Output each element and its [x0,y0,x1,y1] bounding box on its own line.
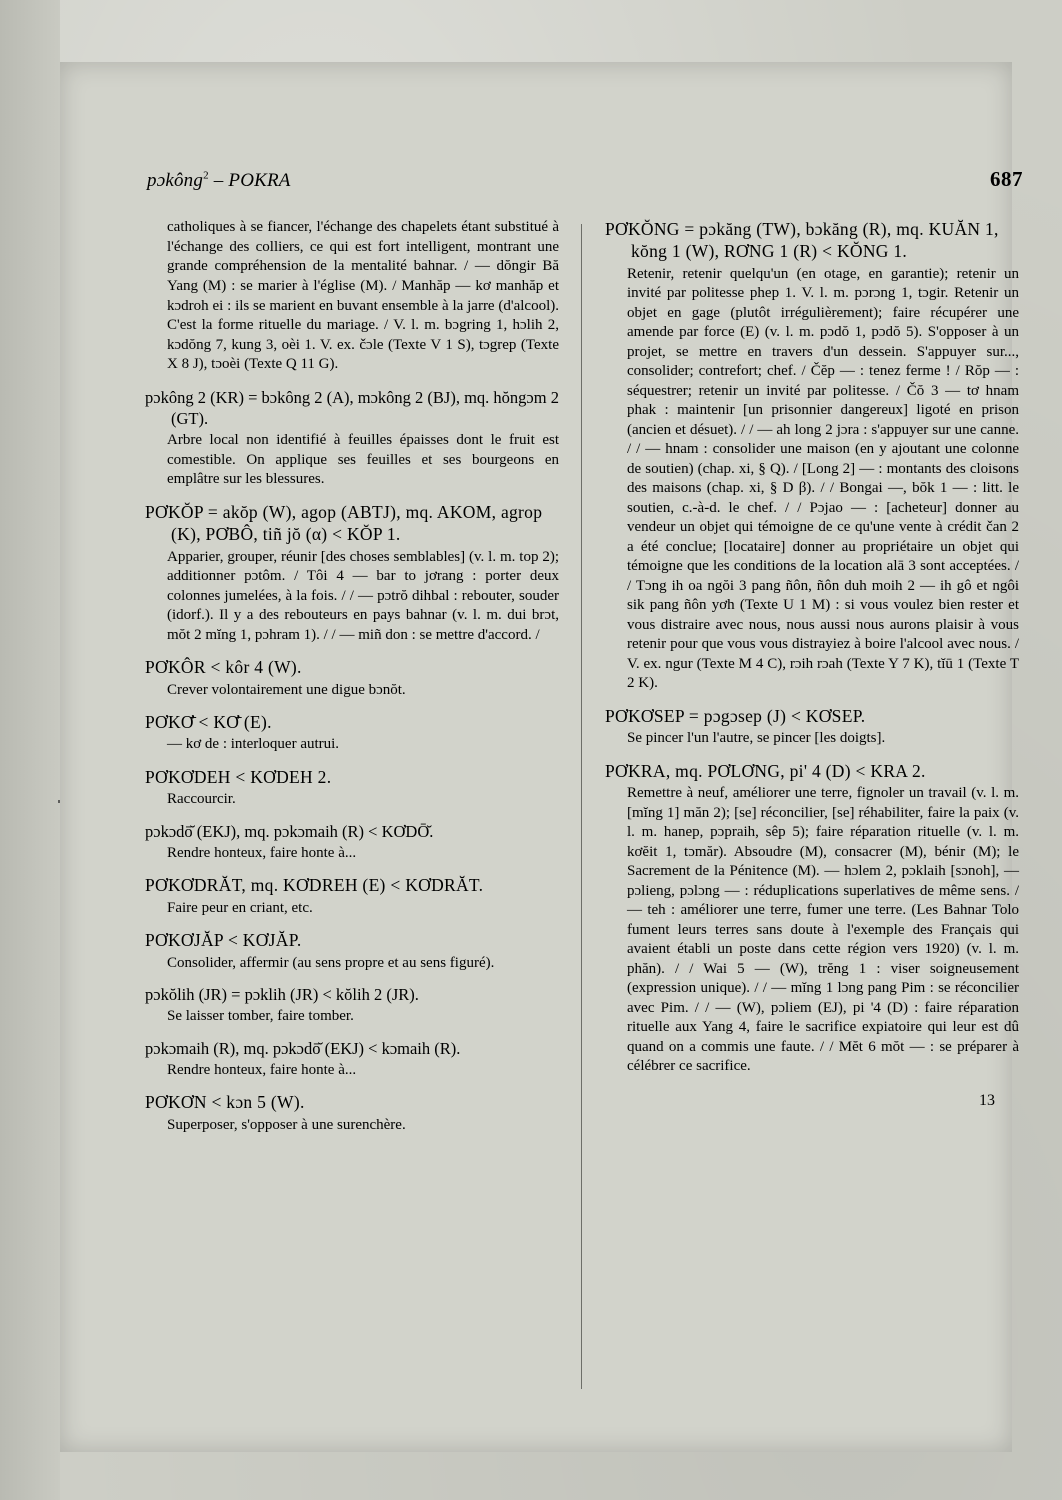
entry-headword: pɔkông 2 (KR) = bɔkông 2 (A), mɔkông 2 (BJ), mq. hŏngɔm 2 (GT). [145,388,559,429]
entry-body: Se laisser tomber, faire tomber. [167,1008,354,1025]
dictionary-entry [145,929,559,973]
running-head-superscript: 2 [203,169,209,182]
entry-body: Se pincer l'un l'autre, se pincer [les doigts]. [627,730,886,747]
entry-headword: PƠKƠJĂP < KƠJĂP. [145,930,302,951]
dictionary-entry [145,501,559,645]
running-head [145,167,1025,196]
entry-headword: PƠKƠN < kɔn 5 (W). [145,1092,305,1113]
entry-headword: PƠKƠDEH < KƠDEH 2. [145,766,332,787]
entry-body: Rendre honteux, faire honte à... [167,1061,357,1078]
dictionary-entry [145,656,559,700]
entry-body: Superposer, s'opposer à une surenchère. [167,1116,406,1133]
book-spine-shadow [0,0,60,1500]
entry-body: Retenir, retenir quelqu'un (en otage, en garantie); retenir un invité par politesse phep 1. V. l. m. pɔrɔng 1, tɔgir. Retenir un objet en gage (plutôt irrégulièrement); faire récupérer une amende par force (E) (v. l. m. pɔdŏ 1, pɔdŏ 5). S'opposer à un projet, se mettre en travers d'un dessein. S'appuyer sur..., consolider; contrefort; chef. / Čĕp — : tenez ferme ! / Rŏp — : séquestrer; retenir un invité par politesse. / Čŏ 3 — tơ hnam phak : maintenir [un prisonnier dangereux] ligoté en prison (ancien et désuet). / / — ah long 2 jɔra : s'appuyer sur une canne. / / — hnam : consolider une maison (en y ajoutant une colonne de soutien) (chap. xi, § Q). / [Long 2] — : montants des cloisons des maisons (chap. xi, § D β). / / Bongai —, bŏk 1 — : litt. le soutien, c.-à-d. le chef. / / Pɔjao — : [acheteur] donner au vendeur un objet qui témoigne de ce qu'une vente à crédit čan 2 a été conclue; [locataire] donner au propriétaire un objet qui témoigne que les conditions de la location alā 3 sont acceptées. / / Tɔng ih oa ngŏi 3 pang ñôn, ñôn duh moih 2 — ih gô et ngôi sik pang ñôn yơh (Texte U 1 M) : si vous voulez bien rester et vous distraire avec nous, nous aussi nous aurons plaisir à vous retenir pour que vous vous distrayiez à boire l'alcool avec nous. / V. ex. ngur (Texte M 4 C), rɔih rɔah (Texte Y 7 K), tĭū 1 (Texte T 2 K). [627,265,1019,692]
dictionary-entry [145,387,559,490]
dictionary-entry [145,821,559,864]
running-head-rest: – POKRA [213,170,291,191]
dictionary-entry [145,711,559,755]
entry-body: Raccourcir. [167,791,236,808]
dictionary-entry [145,874,559,918]
page-number: 687 [990,167,1023,191]
dictionary-entry [145,1038,559,1081]
entry-headword: PƠKŎNG = pɔkăng (TW), bɔkăng (R), mq. KUĂN 1, kŏng 1 (W), RƠNG 1 (R) < KŎNG 1. [605,219,999,262]
entry-headword: pɔkɔdō̆ (EKJ), mq. pɔkɔmaih (R) < KƠDŌ̆. [145,821,434,841]
two-column-body [145,218,1025,1146]
entry-headword: PƠKƠDRĂT, mq. KƠDREH (E) < KƠDRĂT. [145,875,484,896]
left-column [145,218,581,1146]
entry-body: — kơ de : interloquer autrui. [167,736,340,753]
right-column [581,218,1019,1146]
entry-body: Consolider, affermir (au sens propre et au sens figuré). [167,954,495,971]
signature-number: 13 [979,1092,995,1110]
dictionary-entry [145,984,559,1027]
entry-body: Arbre local non identifié à feuilles épaisses dont le fruit est comestible. On applique ses feuilles et ses bourgeons en emplâtre sur les blessures. [167,432,559,488]
entry-body: Rendre honteux, faire honte à... [167,844,357,861]
page-content [145,167,1025,1146]
dictionary-entry [605,218,1019,694]
entry-headword: pɔkŏlih (JR) = pɔklih (JR) < kŏlih 2 (JR). [145,985,419,1005]
entry-headword: PƠKƠSEP = pɔgɔsep (J) < KƠSEP. [605,705,866,726]
entry-headword: PƠKƠ̄ < KƠ̄ (E). [145,712,272,733]
entry-body: Apparier, grouper, réunir [des choses semblables] (v. l. m. top 2); additionner pɔtôm. / Tôi 4 — bar to jơrang : porter deux colonnes jumelées, à la fois. / / — pɔtrŏ dihbal : rebouter, souder (idorf.). Il y a des rebouteurs en pays bahnar (v. l. m. dui brɔt, mŏt 2 mĭng 1, pɔhram 1). / / — miñ don : se mettre d'accord. / [167,548,559,643]
running-head-word: pɔkông [147,170,204,191]
dictionary-entry [145,766,559,810]
running-head-left [147,170,291,192]
dictionary-entry [605,705,1019,749]
entry-body: Crever volontairement une digue bɔnŏt. [167,681,406,698]
column-divider [581,224,582,1389]
entry-headword: PƠKRA, mq. PƠLƠNG, pi' 4 (D) < KRA 2. [605,760,926,781]
entry-body: Faire peur en criant, etc. [167,899,313,916]
dictionary-entry [605,760,1019,1077]
entry-headword: PƠKŎP = akŏp (W), agop (ABTJ), mq. AKOM, agrop (K), PƠBÔ, tiñ jŏ (α) < KŎP 1. [145,501,543,545]
continuation-paragraph: catholiques à se fiancer, l'échange des chapelets étant substitué à l'échange des colliers, ce qui est fort intelligent, montrant une grande compréhension de la mentalité bahnar. / — dŏngir Bă Yang (M) : se marier à l'église (M). / Manhăp — kơ manhăp et kɔdroh ei : ils se marient en buvant ensemble à la jarre (d'alcool). C'est la forme rituelle du mariage. / V. l. m. bɔgring 1, hɔlih 2, kɔdŏng 7, kung 3, oèi 1. V. ex. čɔle (Texte V 1 S), tɔgrep (Texte X 8 J), tɔoèi (Texte Q 11 G). [167,219,559,373]
page-sheet [60,62,1023,1452]
entry-body: Remettre à neuf, améliorer une terre, fignoler un travail (v. l. m. [mĭng 1] măn 2); [se] réconcilier, [se] réhabiliter, faire la paix (v. l. m. hanep, pɔpraih, sêp 5); faire réparation rituelle (v. l. m. kơĕit 1, tɔmăr). Absoudre (M), consacrer (M), bénir (M); le Sacrement de la Pénitence (M). — hɔlem 2, pɔklaih [sɔnoh], — pɔlieng, pɔlɔng — : réduplications superlatives de même sens. / — teh : améliorer une terre, fumer une terre. (Les Bahnar Tolo fument leurs terres sans doute à l'exemple des Français qui avaient établi un poste dans cette région vers 1920) (v. l. m. phăn). / / Wai 5 — (W), trĕng 1 : viser soigneusement (expression unique). / / — mĭng 1 lɔng pang Pim : se réconcilier avec Pim. / / — (W), pɔliem (EJ), pi '4 (D) : faire réparation rituelle aux Yang 4, faire le sacrifice expiatoire qui leur est dû quand on a commis une faute. / / Mĕt 6 mŏt — : se préparer à célébrer ce sacrifice. [627,785,1019,1075]
entry-headword: PƠKÔR < kôr 4 (W). [145,657,302,678]
entry-headword: pɔkɔmaih (R), mq. pɔkɔdō̆ (EKJ) < kɔmaih (R). [145,1038,461,1058]
